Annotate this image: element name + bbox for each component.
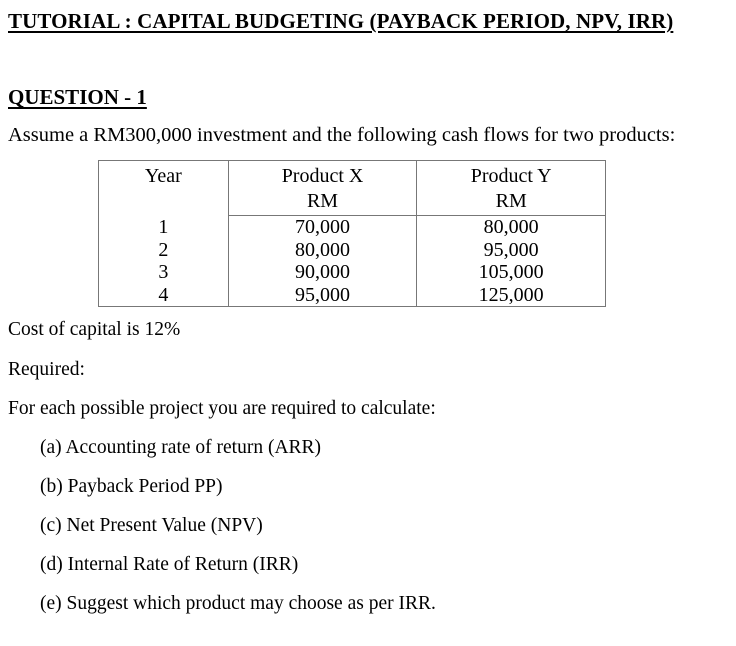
task-list [40,436,436,631]
list-item: (b) Payback Period PP) [40,476,223,497]
cell-year: 4 [99,284,229,307]
table-row [99,261,606,284]
header-unit-x: RM [228,189,417,216]
cell-product-y: 125,000 [417,284,606,307]
cell-product-x: 70,000 [228,216,417,239]
cell-product-x: 95,000 [228,284,417,307]
intro-text: Assume a RM300,000 investment and the following cash flows for two products: [8,124,676,146]
list-item: (e) Suggest which product may choose as per IRR. [40,593,436,614]
cell-product-y: 95,000 [417,239,606,262]
required-label: Required: [8,359,85,380]
instruction-text: For each possible project you are required to calculate: [8,398,436,419]
cell-year: 2 [99,239,229,262]
header-unit-y: RM [417,189,606,216]
cell-product-y: 105,000 [417,261,606,284]
cost-of-capital: Cost of capital is 12% [8,319,181,340]
header-year: Year [99,161,229,216]
list-item: (a) Accounting rate of return (ARR) [40,437,322,458]
table-row [99,239,606,262]
list-item: (d) Internal Rate of Return (IRR) [40,554,299,575]
cell-year: 3 [99,261,229,284]
list-item: (c) Net Present Value (NPV) [40,515,263,536]
table-row [99,216,606,239]
question-heading: QUESTION - 1 [8,85,147,109]
header-product-x: Product X [228,161,417,190]
cell-product-x: 90,000 [228,261,417,284]
table-row [99,284,606,307]
cell-product-x: 80,000 [228,239,417,262]
document-title: TUTORIAL : CAPITAL BUDGETING (PAYBACK PERIOD, NPV, IRR) [8,9,674,33]
cash-flow-table [98,160,606,307]
header-product-y: Product Y [417,161,606,190]
cell-product-y: 80,000 [417,216,606,239]
cell-year: 1 [99,216,229,239]
